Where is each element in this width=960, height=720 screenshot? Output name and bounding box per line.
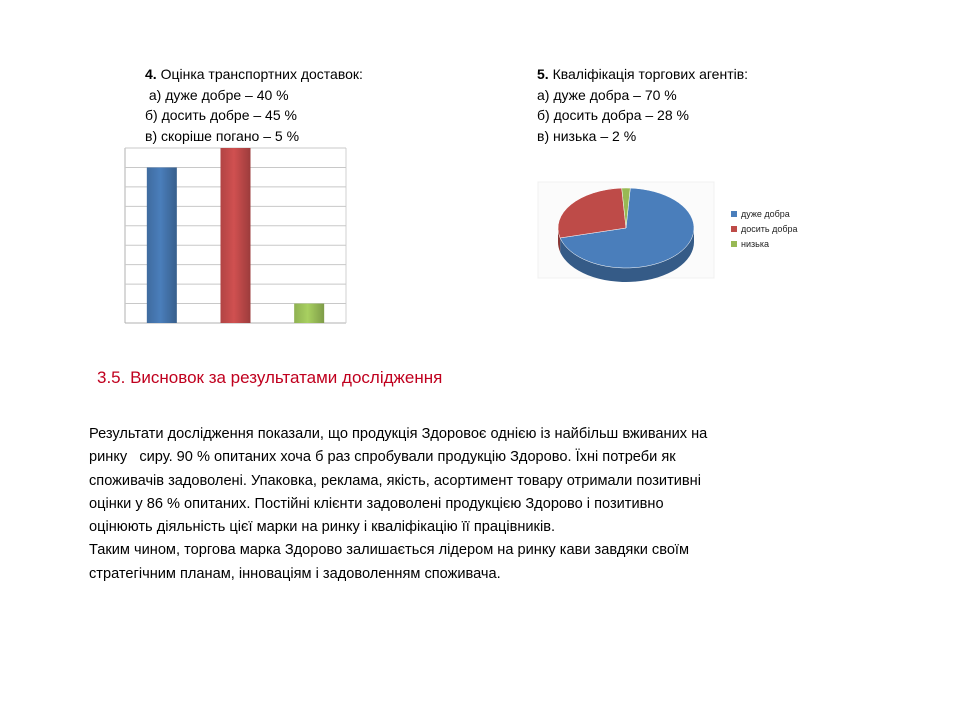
question-5-option-b: б) досить добра – 28 % xyxy=(537,107,689,123)
question-4-block xyxy=(145,64,363,146)
conclusion-paragraph xyxy=(89,423,849,586)
conclusion-line: споживачів задоволені. Упаковка, реклама, якість, асортимент товару отримали позитивні xyxy=(89,472,701,489)
question-5-option-c: в) низька – 2 % xyxy=(537,127,637,144)
question-4-option-c: в) скоріше погано – 5 % xyxy=(145,127,300,144)
question-4-option-b: б) досить добре – 45 % xyxy=(145,107,297,123)
legend-swatch-2 xyxy=(731,241,737,247)
conclusion-line: ринку сиру. 90 % опитаних хоча б раз спробували продукцію Здорово. Їхні потреби як xyxy=(89,449,676,466)
bar-в xyxy=(294,304,324,323)
conclusion-line: Таким чином, торгова марка Здорово залишається лідером на ринку кави завдяки своїм xyxy=(89,542,690,559)
pie-plot-area xyxy=(538,182,714,278)
question-4-title: Оцінка транспортних доставок: xyxy=(156,66,363,82)
question-5-title: Кваліфікація торгових агентів: xyxy=(548,66,749,82)
question-5-block xyxy=(537,64,748,146)
pie-slice-2 xyxy=(622,188,631,228)
pie-side-0 xyxy=(560,228,694,282)
conclusion-line: оцінюють діяльність цієї марки на ринку і кваліфікацію її працівників. xyxy=(89,519,555,536)
legend-label-0: дуже добра xyxy=(741,209,790,219)
pie-side-1 xyxy=(558,228,560,252)
pie-slice-0 xyxy=(560,188,694,268)
question-5-heading xyxy=(537,64,748,85)
bar-а xyxy=(147,167,177,323)
question-4-heading xyxy=(145,64,363,85)
section-title: 3.5. Висновок за результатами дослідження xyxy=(97,368,443,387)
legend-swatch-0 xyxy=(731,211,737,217)
bar-б xyxy=(221,148,251,323)
question-4-number: 4. xyxy=(145,66,157,82)
conclusion-line: Результати дослідження показали, що продукція Здоровоє однією із найбільш вживаних на xyxy=(89,426,708,442)
legend-swatch-1 xyxy=(731,226,737,232)
question-5-option-a: а) дуже добра – 70 % xyxy=(537,86,677,103)
legend-label-1: досить добра xyxy=(741,224,798,234)
pie-slice-1 xyxy=(558,188,626,238)
conclusion-line: стратегічним планам, інноваціям і задоволенням споживача. xyxy=(89,565,501,582)
question-4-option-a: а) дуже добре – 40 % xyxy=(145,86,289,103)
legend-label-2: низька xyxy=(741,239,769,249)
conclusion-line: оцінки у 86 % опитаних. Постійні клієнти задоволені продукцією Здорово і позитивно xyxy=(89,495,664,512)
question-5-number: 5. xyxy=(537,66,549,82)
